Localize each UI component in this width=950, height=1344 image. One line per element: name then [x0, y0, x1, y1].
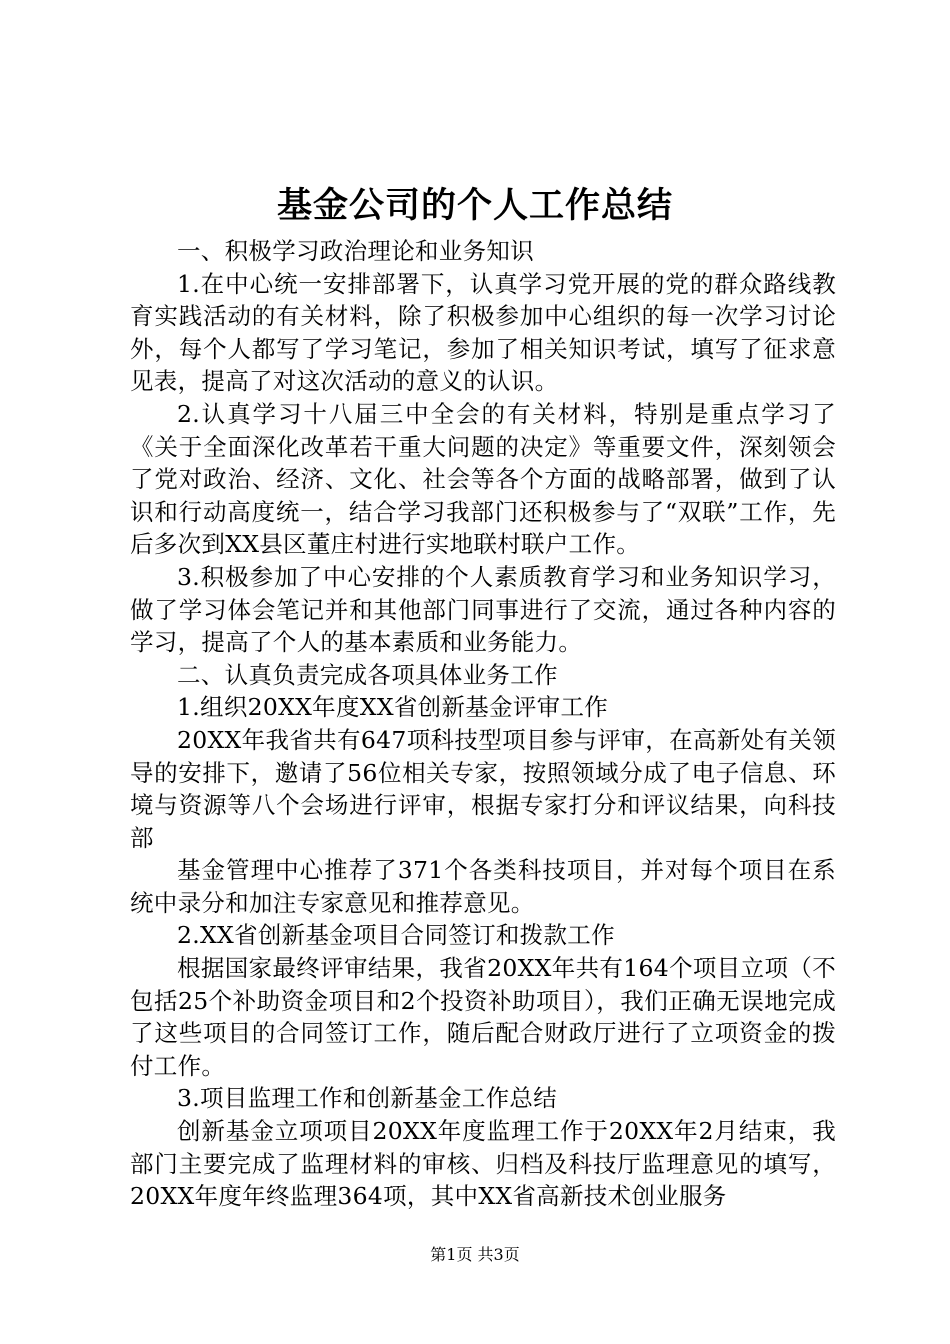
paragraph: 3.积极参加了中心安排的个人素质教育学习和业务知识学习，做了学习体会笔记并和其他部门同事进行了交流，通过各种内容的学习，提高了个人的基本素质和业务能力。 — [130, 562, 836, 657]
paragraph: 1.在中心统一安排部署下，认真学习党开展的党的群众路线教育实践活动的有关材料，除了积极参加中心组织的每一次学习讨论外，每个人都写了学习笔记，参加了相关知识考试，填写了征求意见表，提高了对这次活动的意义的认识。 — [130, 269, 836, 396]
section-heading: 二、认真负责完成各项具体业务工作 — [177, 660, 558, 689]
subheading: 1.组织20XX年度XX省创新基金评审工作 — [177, 693, 609, 722]
paragraph: 创新基金立项项目20XX年度监理工作于20XX年2月结束，我部门主要完成了监理材料的审核、归档及科技厅监理意见的填写，20XX年度年终监理364项，其中XX省高新技术创业服务 — [130, 1117, 836, 1211]
subheading: 3.项目监理工作和创新基金工作总结 — [177, 1084, 558, 1113]
paragraph: 20XX年我省共有647项科技型项目参与评审，在高新处有关领导的安排下，邀请了56位相关专家，按照领域分成了电子信息、环境与资源等八个会场进行评审，根据专家打分和评议结果，向科技部 — [130, 725, 836, 852]
document-body — [130, 235, 836, 1213]
paragraph: 基金管理中心推荐了371个各类科技项目，并对每个项目在系统中录分和加注专家意见和推荐意见。 — [130, 856, 836, 917]
section-heading: 一、积极学习政治理论和业务知识 — [177, 237, 534, 265]
paragraph: 根据国家最终评审结果，我省20XX年共有164个项目立项（不包括25个补助资金项目和2个投资补助项目），我们正确无误地完成了这些项目的合同签订工作，随后配合财政厅进行了立项资金的拨付工作。 — [130, 954, 836, 1080]
page-footer: 第1页 共3页 — [430, 1245, 520, 1264]
subheading: 2.XX省创新基金项目合同签订和拨款工作 — [177, 921, 615, 950]
document-title: 基金公司的个人工作总结 — [276, 185, 673, 226]
paragraph: 2.认真学习十八届三中全会的有关材料，特别是重点学习了《关于全面深化改革若干重大问题的决定》等重要文件，深刻领会了党对政治、经济、文化、社会等各个方面的战略部署，做到了认识和行动高度统一，结合学习我部门还积极参与了“双联”工作，先后多次到XX县区董庄村进行实地联村联户工作。 — [130, 399, 836, 559]
